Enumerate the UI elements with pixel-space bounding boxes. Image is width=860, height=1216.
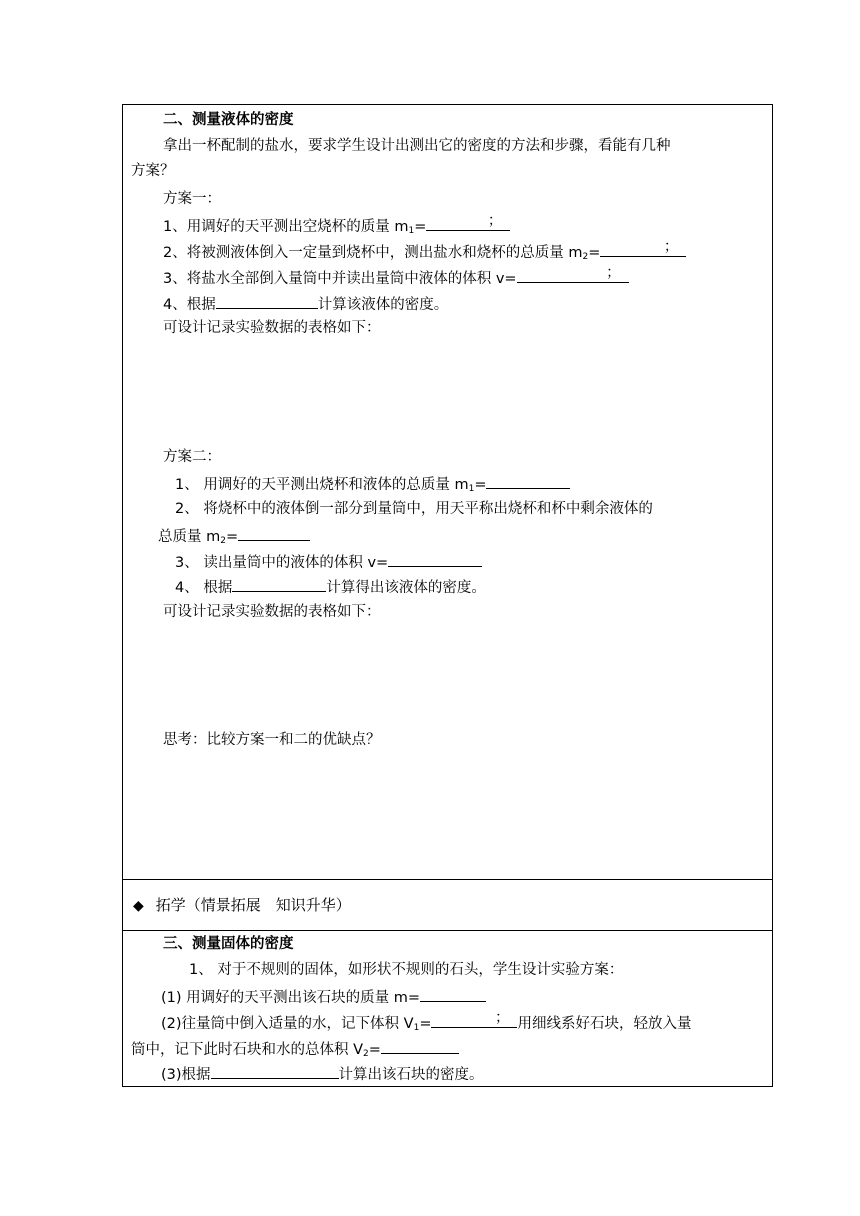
plan2-step2-cont: 总质量 $m_2=$	[158, 524, 310, 552]
section-heading: 二、测量液体的密度	[163, 112, 294, 128]
solid-step1: (1) 用调好的天平测出该石块的质量 m=	[161, 985, 486, 1009]
think-question: 思考：比较方案一和二的优缺点？	[163, 732, 381, 748]
answer-blank[interactable]	[420, 985, 486, 1002]
plan1-step4: 4、根据 计算该液体的密度。	[163, 292, 448, 316]
answer-blank[interactable]	[388, 550, 482, 567]
plan2-table-note: 可设计记录实验数据的表格如下：	[163, 604, 381, 620]
plan2-step3: 3、 读出量筒中的液体的体积 v=	[175, 550, 482, 574]
answer-blank[interactable]: ；	[600, 240, 686, 257]
answer-blank[interactable]: ；	[431, 1011, 517, 1028]
answer-blank[interactable]	[238, 524, 310, 541]
plan2-title: 方案二：	[163, 449, 221, 465]
plan1-table-note: 可设计记录实验数据的表格如下：	[163, 320, 381, 336]
plan1-step2: 2、将被测液体倒入一定量到烧杯中，测出盐水和烧杯的总质量 $m_2=$ ；	[163, 240, 686, 268]
intro-text-cont: 方案？	[131, 163, 175, 179]
extension-title: 拓学（情景拓展 知识升华）	[155, 896, 351, 914]
plan1-step1: 1、用调好的天平测出空烧杯的质量 $m_1=$ ；	[163, 214, 510, 242]
answer-blank[interactable]	[232, 575, 326, 592]
liquid-density-section	[122, 104, 773, 880]
section-heading: 三、测量固体的密度	[163, 936, 294, 952]
answer-blank[interactable]	[486, 472, 570, 489]
extension-header	[122, 879, 773, 931]
answer-blank[interactable]: ；	[426, 214, 510, 231]
answer-blank[interactable]: ；	[517, 266, 629, 283]
extension-title-row	[133, 894, 351, 917]
solid-item1: 1、 对于不规则的固体，如形状不规则的石头，学生设计实验方案：	[189, 962, 624, 978]
answer-blank[interactable]	[216, 292, 318, 309]
plan2-step2: 2、 将烧杯中的液体倒一部分到量筒中，用天平称出烧杯和杯中剩余液体的	[175, 501, 653, 517]
plan1-title: 方案一：	[163, 191, 221, 207]
answer-blank[interactable]	[381, 1037, 459, 1054]
plan1-step3: 3、将盐水全部倒入量筒中并读出量筒中液体的体积 v= ；	[163, 266, 629, 290]
plan2-step1: 1、 用调好的天平测出烧杯和液体的总质量 $m_1=$	[175, 472, 570, 500]
plan2-step4: 4、 根据 计算得出该液体的密度。	[175, 575, 486, 599]
answer-blank[interactable]	[211, 1062, 339, 1079]
diamond-bullet-icon: ◆	[133, 898, 144, 914]
solid-step2: (2)往量筒中倒入适量的水，记下体积 $V_1=$ ； 用细线系好石块，轻放入量	[161, 1010, 692, 1033]
solid-step2-cont: 筒中，记下此时石块和水的总体积 $V_2=$	[131, 1037, 459, 1065]
solid-step3: (3)根据 计算出该石块的密度。	[161, 1062, 484, 1086]
intro-text: 拿出一杯配制的盐水，要求学生设计出测出它的密度的方法和步骤，看能有几种	[163, 138, 671, 154]
solid-density-section	[122, 930, 773, 1087]
